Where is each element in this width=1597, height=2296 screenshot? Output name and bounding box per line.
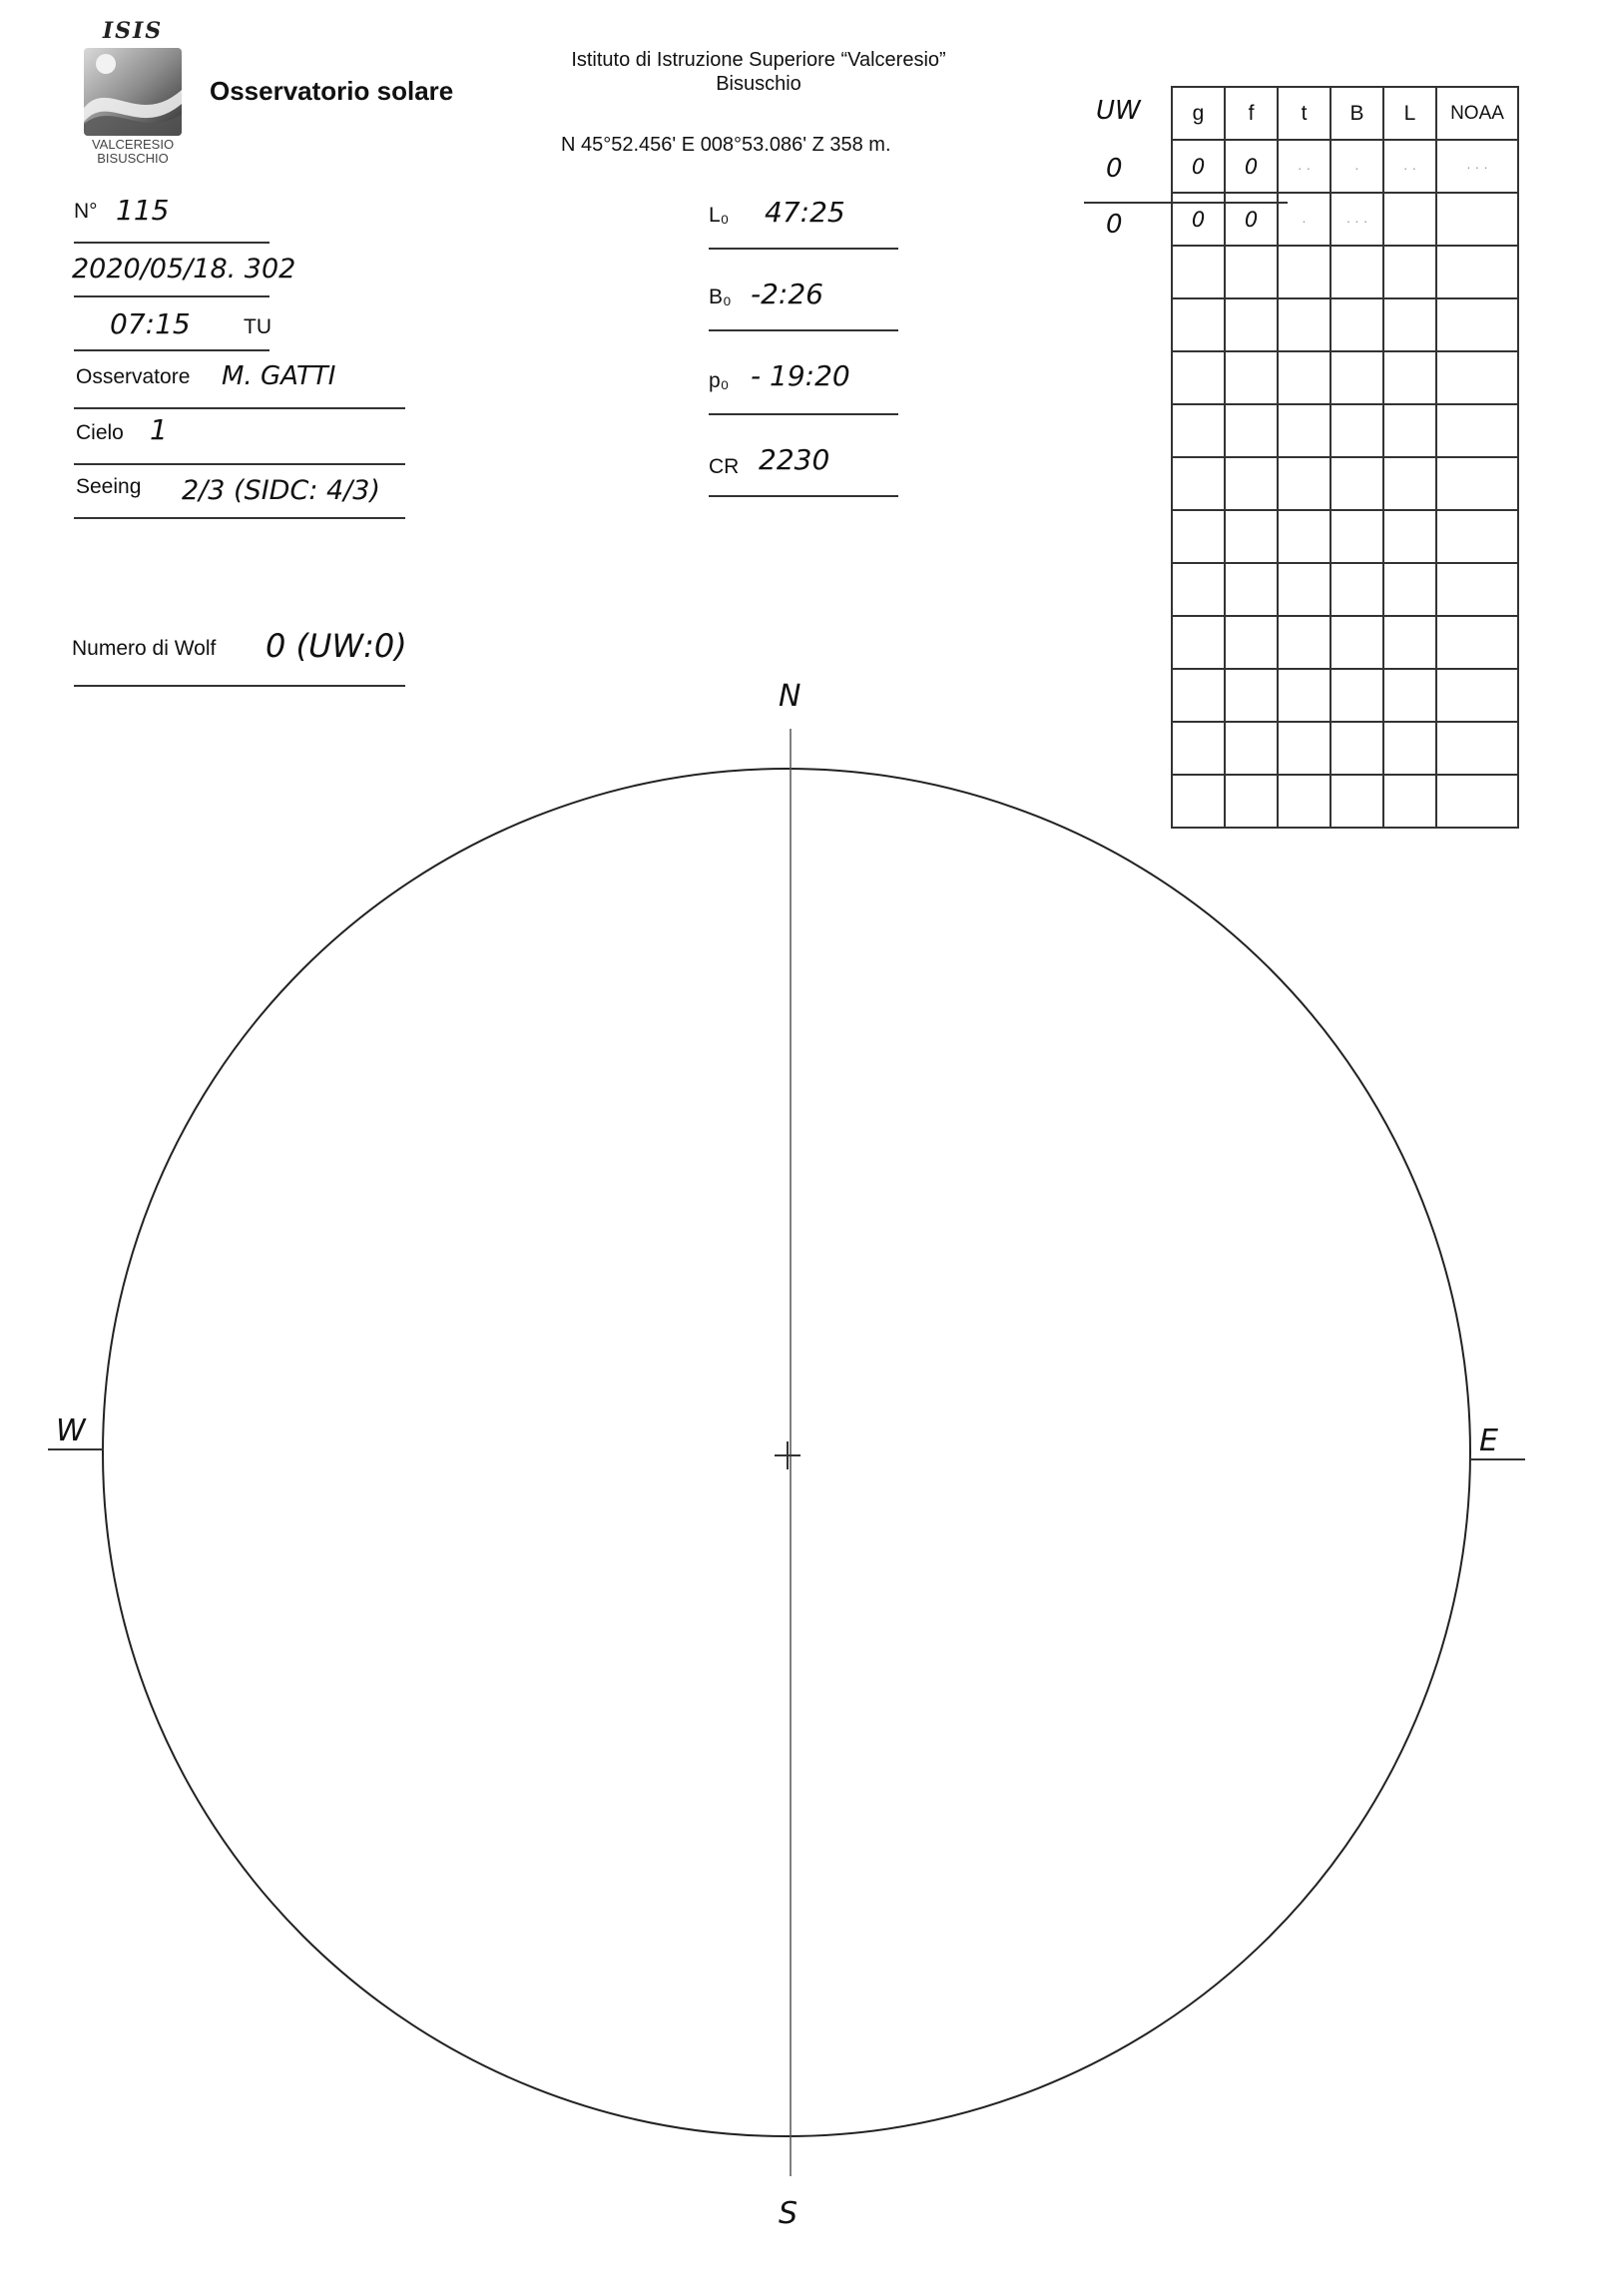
row1-b: · — [1331, 140, 1383, 193]
row1-g: 0 — [1172, 140, 1225, 193]
uw-row2-value: 0 — [1106, 210, 1123, 240]
row1-t: · · — [1278, 140, 1331, 193]
row1-f: 0 — [1225, 140, 1278, 193]
l0-label: L₀ — [709, 204, 730, 227]
date-value: 2020/05/18. 302 — [72, 254, 296, 285]
institute-town: Bisuschio — [716, 73, 801, 95]
seeing-label: Seeing — [76, 475, 142, 498]
logo-caption-line2: BISUSCHIO — [97, 151, 169, 166]
time-unit: TU — [244, 315, 271, 338]
institute-name: Istituto di Istruzione Superiore “Valceresio” — [571, 49, 946, 71]
row2-t: · — [1278, 193, 1331, 246]
row2-g: 0 — [1172, 193, 1225, 246]
numero-value: 115 — [116, 194, 170, 227]
osservatore-value: M. GATTI — [222, 361, 336, 391]
header-g: g — [1172, 87, 1225, 140]
header-f: f — [1225, 87, 1278, 140]
cielo-value: 1 — [150, 413, 168, 446]
page-title: Osservatorio solare — [210, 76, 454, 106]
row1-l: · · — [1383, 140, 1436, 193]
header-t: t — [1278, 87, 1331, 140]
south-label: S — [779, 2196, 798, 2231]
seeing-value: 2/3 (SIDC: 4/3) — [182, 475, 380, 506]
east-label: E — [1479, 1424, 1498, 1458]
b0-label: B₀ — [709, 286, 732, 308]
wolf-label: Numero di Wolf — [72, 637, 217, 660]
b0-value: -2:26 — [751, 278, 823, 310]
p0-label: p₀ — [709, 369, 730, 392]
uw-label: UW — [1096, 96, 1141, 126]
cielo-label: Cielo — [76, 421, 124, 444]
observatory-coords: N 45°52.456' E 008°53.086' Z 358 m. — [561, 134, 891, 156]
header-l: L — [1383, 87, 1436, 140]
time-value: 07:15 — [110, 307, 191, 340]
header-noaa: NOAA — [1436, 87, 1518, 140]
row2-b: · · · — [1331, 193, 1383, 246]
uw-row1-value: 0 — [1106, 154, 1123, 184]
numero-label: N° — [74, 200, 98, 223]
p0-value: - 19:20 — [751, 359, 850, 392]
row1-noaa: · · · — [1436, 140, 1518, 193]
cr-label: CR — [709, 455, 740, 478]
osservatore-label: Osservatore — [76, 365, 191, 388]
cr-value: 2230 — [759, 443, 830, 476]
west-label: W — [56, 1414, 86, 1448]
logo-top-text: ISIS — [102, 18, 164, 44]
logo-caption-line1: VALCERESIO — [91, 137, 175, 152]
row2-f: 0 — [1225, 193, 1278, 246]
wolf-value: 0 (UW:0) — [266, 627, 407, 665]
north-label: N — [779, 679, 801, 714]
header-b: B — [1331, 87, 1383, 140]
l0-value: 47:25 — [765, 196, 845, 229]
